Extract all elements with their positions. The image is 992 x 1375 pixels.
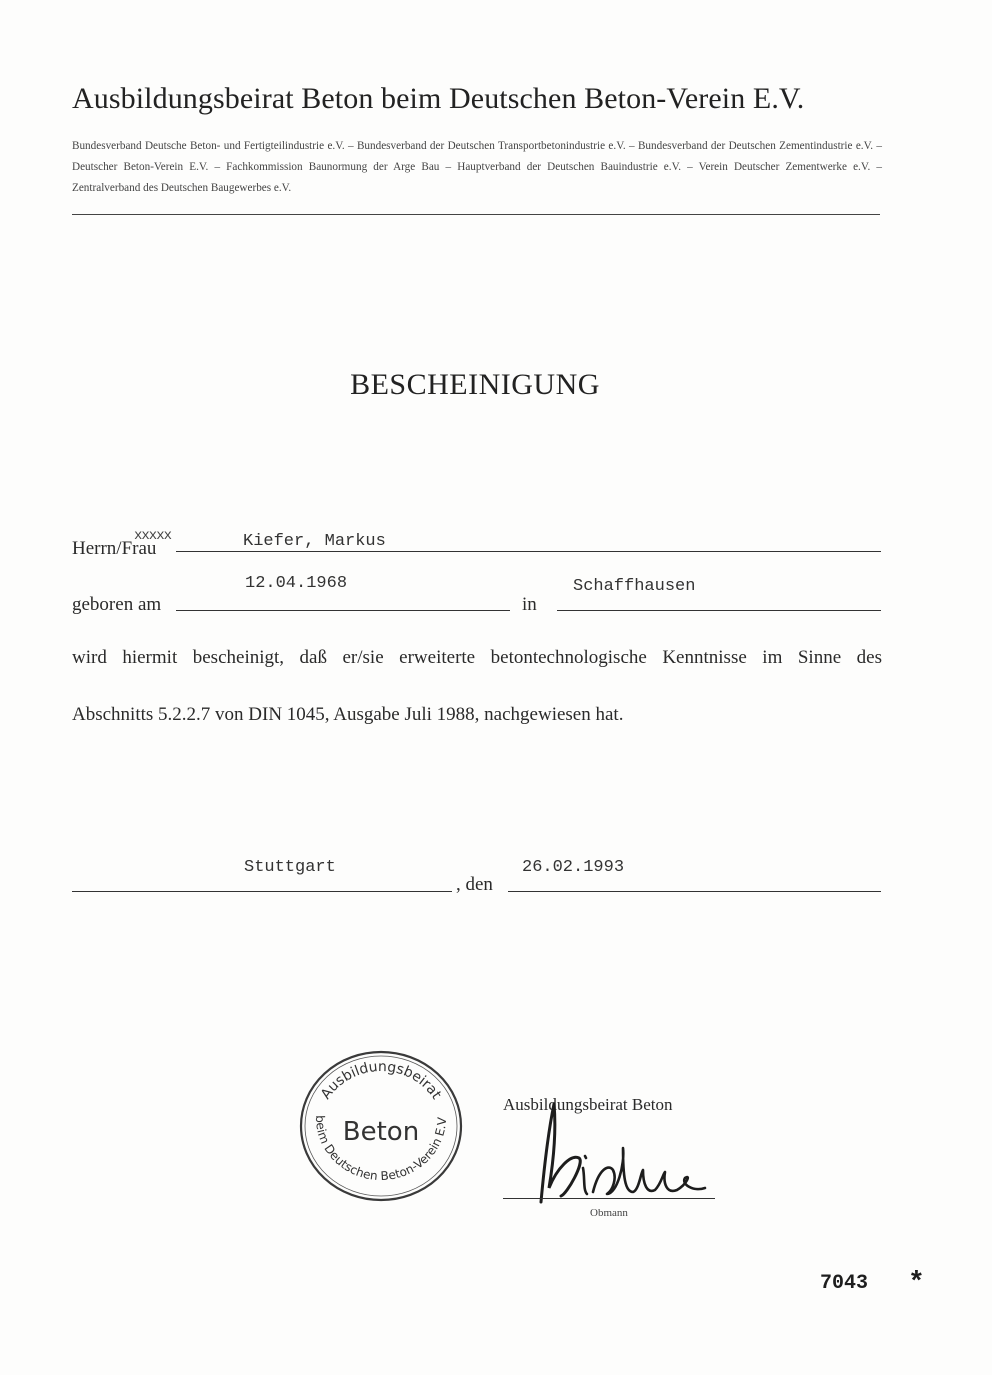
certificate-number: 7043 — [820, 1272, 869, 1295]
birth-date-value: 12.04.1968 — [245, 574, 348, 593]
seal-top-text: Ausbildungsbeirat — [317, 1058, 445, 1103]
member-organizations: Bundesverband Deutsche Beton- und Fertigteilindustrie e.V. – Bundesverband der Deutschen Transportbetonindustrie e.V. – Bundesverband der Deutschen Zementindustrie e.V. – Deutscher Beton-Verein E.V. – Fachkommission Baunormung der Arge Bau – Hauptverband der Deutschen Bauindustrie e.V. – Verein Deutscher Zementwerke e.V. – Zentralverband des Deutschen Baugewerbes e.V. — [72, 140, 882, 194]
header-divider — [72, 214, 880, 215]
statement-line-1: wird hiermit bescheinigt, daß er/sie erweiterte betontechnologische Kenntnisse im Sinne des — [72, 647, 882, 668]
issue-city: Stuttgart — [244, 858, 336, 877]
name-field-line — [176, 551, 881, 552]
date-line — [508, 891, 881, 892]
salutation-label: Herrn/Frau — [72, 538, 157, 559]
asterisk-mark: * — [908, 1268, 925, 1299]
seal-bottom-text: beim Deutschen Beton-Verein E.V — [312, 1115, 450, 1184]
city-line — [72, 891, 452, 892]
salutation-strikeout: xxxxx — [134, 528, 172, 544]
document-title: BESCHEINIGUNG — [350, 368, 600, 401]
birth-place-line — [557, 610, 881, 611]
birth-place-value: Schaffhausen — [573, 577, 696, 596]
holder-name: Kiefer, Markus — [243, 532, 386, 551]
birth-place-label: in — [522, 594, 537, 615]
signature-caption: Ausbildungsbeirat Beton — [503, 1095, 673, 1114]
birth-date-label: geboren am — [72, 594, 162, 615]
birth-date-line — [176, 610, 510, 611]
statement-line-2: Abschnitts 5.2.2.7 von DIN 1045, Ausgabe Juli 1988, nachgewiesen hat. — [72, 704, 624, 725]
seal-center-text: Beton — [342, 1117, 420, 1147]
date-label: , den — [456, 874, 493, 895]
organization-title: Ausbildungsbeirat Beton beim Deutschen Beton-Verein E.V. — [72, 82, 805, 115]
signatory-role: Obmann — [590, 1207, 628, 1219]
handwritten-signature — [527, 1098, 727, 1214]
signature-line — [503, 1198, 715, 1199]
official-seal — [296, 1046, 466, 1206]
issue-date: 26.02.1993 — [522, 858, 625, 877]
